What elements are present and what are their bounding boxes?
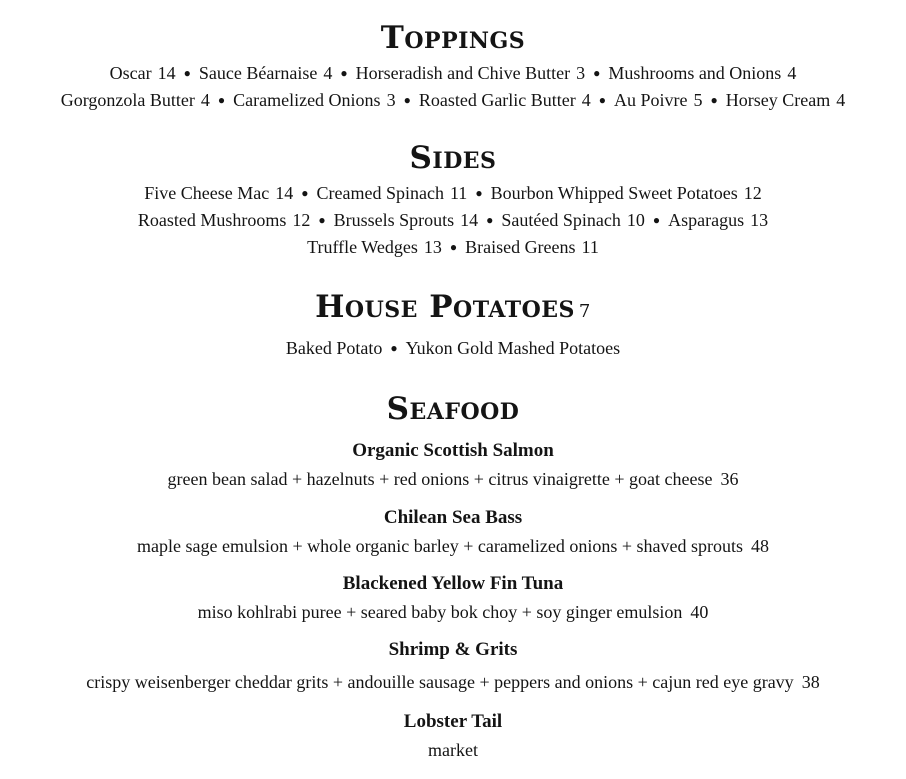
bullet-separator: ● [710, 93, 718, 107]
topping-name: Au Poivre [614, 90, 688, 110]
bullet-separator: ● [217, 93, 226, 107]
dish-name: Organic Scottish Salmon [352, 440, 554, 461]
topping-price: 4 [581, 90, 591, 110]
bullet-separator: ● [486, 213, 494, 227]
topping-name: Sauce Béarnaise [198, 63, 318, 83]
topping-name: Horseradish and Chive Butter [355, 63, 571, 83]
topping-price: 5 [693, 90, 703, 110]
house-potatoes-row [0, 337, 906, 361]
topping-price: 3 [386, 90, 396, 110]
side-price: 14 [460, 210, 479, 230]
toppings-row-2 [0, 89, 906, 113]
topping-price: 4 [836, 90, 846, 110]
toppings-row-1 [0, 62, 906, 86]
potato-item: Baked Potato [285, 338, 383, 358]
bullet-separator: ● [403, 93, 411, 107]
topping-name: Roasted Garlic Butter [418, 90, 576, 110]
house-potatoes-heading [0, 289, 906, 330]
dish-name: Shrimp & Grits [388, 639, 518, 660]
side-name: Truffle Wedges [307, 237, 418, 257]
dish-description: maple sage emulsion + whole organic barley + caramelized onions + shaved sprouts [137, 536, 743, 556]
potato-item: Yukon Gold Mashed Potatoes [405, 338, 621, 358]
topping-name: Horsey Cream [725, 90, 831, 110]
seafood-heading: Seafood [386, 391, 520, 427]
dish-description-row [0, 535, 906, 557]
dish-description: crispy weisenberger cheddar grits + andouille sausage + peppers and onions + cajun red eye gravy [86, 672, 794, 692]
topping-price: 4 [200, 90, 210, 110]
bullet-separator: ● [475, 186, 483, 200]
side-name: Bourbon Whipped Sweet Potatoes [490, 183, 738, 203]
dish-description-row [0, 671, 906, 693]
topping-price: 4 [323, 63, 333, 83]
side-price: 11 [449, 183, 468, 203]
side-price: 13 [750, 210, 769, 230]
sides-row-2 [0, 209, 906, 233]
side-price: 12 [743, 183, 762, 203]
side-name: Asparagus [668, 210, 745, 230]
house-potatoes-title: House Potatoes [315, 289, 575, 325]
topping-name: Caramelized Onions [233, 90, 381, 110]
sides-row-3 [0, 236, 906, 260]
bullet-separator: ● [301, 186, 309, 200]
side-name: Five Cheese Mac [144, 183, 270, 203]
bullet-separator: ● [340, 66, 348, 80]
dish-name: Lobster Tail [403, 711, 503, 732]
bullet-separator: ● [593, 66, 601, 80]
dish-description-row [0, 468, 906, 490]
side-price: 13 [423, 237, 442, 257]
side-price: 10 [626, 210, 645, 230]
dish-description: miso kohlrabi puree + seared baby bok choy + soy ginger emulsion [197, 602, 683, 622]
topping-name: Gorgonzola Butter [60, 90, 195, 110]
topping-price: 14 [157, 63, 176, 83]
dish-description: market [428, 740, 478, 760]
side-name: Creamed Spinach [316, 183, 444, 203]
bullet-separator: ● [390, 341, 398, 355]
topping-price: 4 [787, 63, 797, 83]
topping-name: Mushrooms and Onions [608, 63, 782, 83]
dish-description: green bean salad + hazelnuts + red onions + citrus vinaigrette + goat cheese [167, 469, 713, 489]
dish-name: Blackened Yellow Fin Tuna [342, 573, 564, 594]
bullet-separator: ● [652, 213, 661, 227]
side-price: 12 [292, 210, 311, 230]
sides-row-1 [0, 182, 906, 206]
side-name: Roasted Mushrooms [137, 210, 287, 230]
bullet-separator: ● [598, 93, 607, 107]
side-name: Braised Greens [465, 237, 576, 257]
dish-price: 36 [720, 469, 739, 489]
sides-heading: Sides [409, 140, 497, 176]
topping-price: 3 [576, 63, 586, 83]
house-potatoes-price: 7 [578, 301, 591, 322]
dish-description-row [0, 601, 906, 623]
bullet-separator: ● [183, 66, 191, 80]
toppings-heading: Toppings [380, 20, 526, 56]
side-price: 11 [581, 237, 599, 257]
dish-price: 48 [750, 536, 769, 556]
side-name: Sautéed Spinach [501, 210, 621, 230]
side-price: 14 [275, 183, 294, 203]
dish-price: 40 [690, 602, 709, 622]
bullet-separator: ● [318, 213, 326, 227]
side-name: Brussels Sprouts [333, 210, 455, 230]
topping-name: Oscar [109, 63, 152, 83]
dish-price: 38 [801, 672, 820, 692]
dish-name: Chilean Sea Bass [383, 507, 523, 528]
bullet-separator: ● [449, 240, 458, 254]
